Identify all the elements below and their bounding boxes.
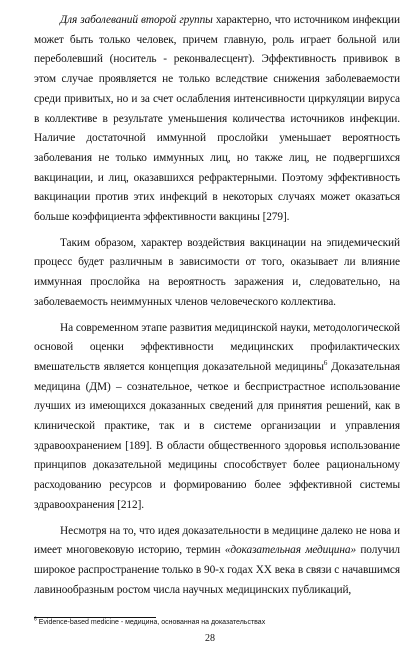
footnote-text: Evidence-based medicine - медицина, основанная на доказательствах (38, 619, 266, 626)
footnote-marker: 6 (34, 616, 37, 623)
paragraph-3 (34, 319, 400, 516)
paragraph-4-text-after: получил широкое распространение только в 90-х годах XX века в связи с начавшимся лавинообразным ростом числа научных медицинских публикаций, (34, 544, 400, 596)
paragraph-3-text-before: На современном этапе развития медицинской науки, методологической основой оценки эффективности медицинских профилактических вмешательств является концепция доказательной медицины (34, 321, 400, 373)
paragraph-1 (34, 11, 400, 228)
paragraph-1-lead: Для заболеваний второй группы (60, 14, 213, 26)
paragraph-4-term: «доказательная медицина» (224, 544, 357, 557)
footnote-reference: 6 (323, 359, 328, 368)
footnote (34, 618, 400, 628)
paragraph-1-text: характерно, что источником инфекции может быть только человек, причем главную, роль играет больной или переболевший (носитель - реконвалесцент). Эффективность прививок в этом случае проявляется не только вследствие снижения заболеваемости среди привитых, но и за счет ослабления интенсивности циркуляции вируса в коллективе в результате уменьшения количества источников инфекции. Наличие достаточной иммунной прослойки уменьшает вероятность заболевания не только иммунных лиц, но также лиц, не подвергшихся вакцинации, и лиц, оказавшихся рефрактерными. Поэтому эффективность вакцинации против этих инфекций в некоторых случаях может оказаться больше коэффициента эффективности вакцины [279]. (34, 14, 400, 224)
body-text (34, 11, 400, 600)
paragraph-2 (34, 234, 400, 313)
paragraph-3-text-after: Доказательная медицина (ДМ) – сознательное, четкое и беспристрастное использование лучших из имеющихся доказанных сведений для принятия решений, как в клинической практике, так и в системе организации и управления здравоохранением [189]. В области общественного здоровья использование принципов доказательной медицины способствует более рациональному расходованию ресурсов и формированию более эффективной системы здравоохранения [212]. (34, 360, 400, 511)
paragraph-4 (34, 522, 400, 601)
page-number: 28 (205, 633, 215, 644)
paragraph-2-text: Таким образом, характер воздействия вакцинации на эпидемический процесс будет различным в зависимости от того, оказывает ли влияние иммунная прослойка на вероятность заражения и, следовательно, на заболеваемость неиммунных членов человеческого коллектива. (34, 236, 400, 308)
paragraph-4-text-before: Несмотря на то, что идея доказательности в медицине далеко не нова и имеет многовековую историю, термин (34, 524, 400, 557)
